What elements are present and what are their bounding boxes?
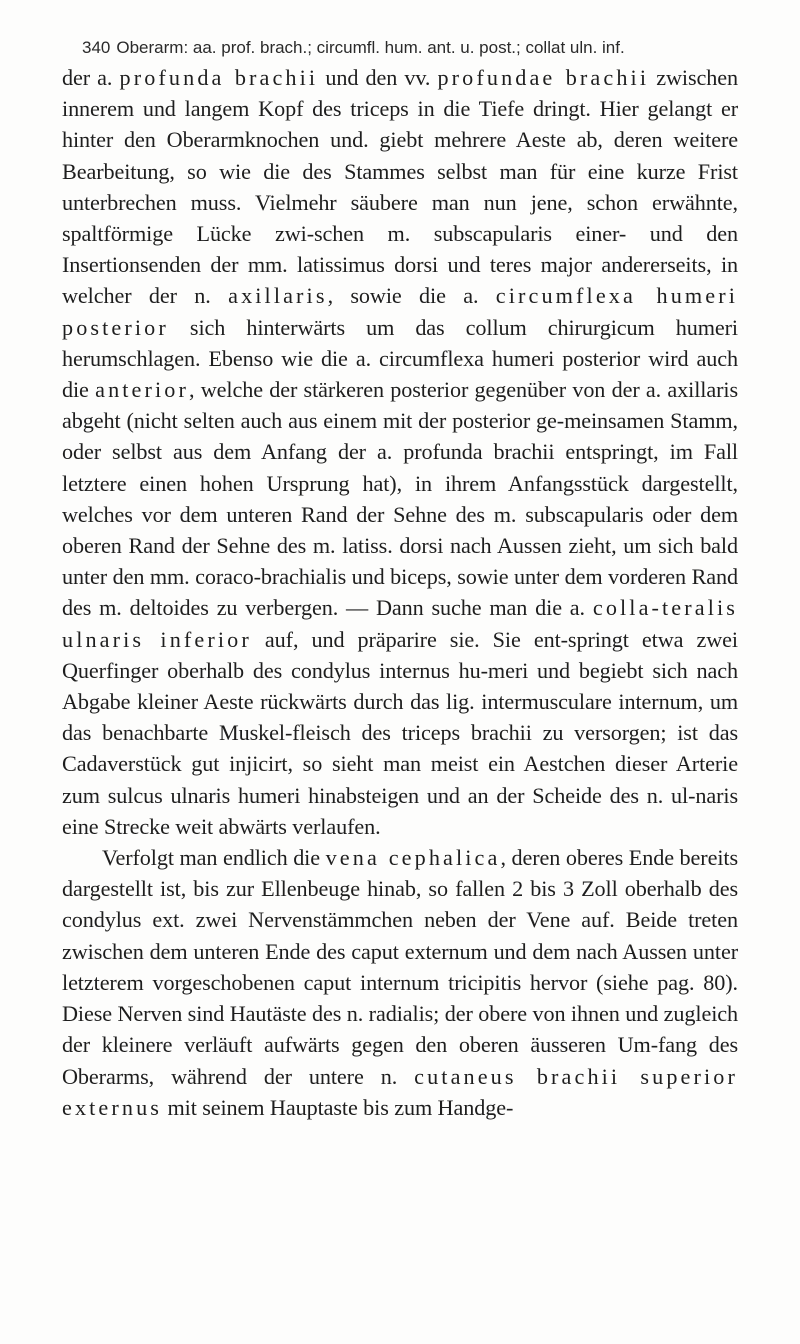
- spaced-term: circumflexa humeri posterior: [62, 283, 739, 340]
- text-run: Verfolgt man endlich die: [102, 845, 326, 871]
- text-run: sich hinterwärts um das collum chirurgicum humeri herumschlagen. Ebenso wie die a. circumflexa humeri posterior wird auch die: [62, 314, 738, 403]
- spaced-term: anterior: [95, 377, 189, 403]
- spaced-term: colla-teralis ulnaris inferior: [62, 595, 738, 652]
- page-number: 340: [82, 38, 111, 57]
- spaced-term: profunda brachii: [119, 65, 319, 90]
- text-run: mit seinem Hauptaste bis zum Handge-: [162, 1094, 514, 1120]
- spaced-term: profundae brachii: [437, 65, 650, 90]
- paragraph: [62, 842, 738, 1123]
- running-head: [82, 38, 738, 58]
- spaced-term: axillaris: [228, 283, 328, 309]
- text-run: , welche der stärkeren posterior gegenüber von der a. axillaris abgeht (nicht selten auch aus einem mit der posterior ge-meinsamen Stamm, oder selbst aus dem Anfang der a. profunda brachii entspringt, im Fall letztere einen hohen Ursprung hat), in ihrem Anfangsstück dargestellt, welches vor dem unteren Rand der Sehne des m. subscapularis oder dem oberen Rand der Sehne des m. latiss. dorsi nach Aussen zieht, um sich bald unter den mm. coraco-brachialis und biceps, sowie unter dem vorderen Rand des m. deltoides zu verbergen. — Dann suche man die a.: [62, 377, 738, 621]
- text-run: auf, und präparire sie. Sie ent-springt etwa zwei Querfinger oberhalb des condylus internus hu-meri und begiebt sich nach Abgabe kleiner Aeste rückwärts durch das lig. intermusculare internum, um das benachbarte Muskel-fleisch des triceps brachii zu versorgen; ist das Cadaverstück gut injicirt, so sieht man meist ein Aestchen dieser Arterie zum sulcus ulnaris humeri hinabsteigen und an der Scheide des n. ul-naris eine Strecke weit abwärts verlaufen.: [62, 626, 738, 839]
- spaced-term: vena cephalica: [325, 845, 501, 871]
- running-head-title: Oberarm: aa. prof. brach.; circumfl. hum. ant. u. post.; collat uln. inf.: [116, 38, 625, 57]
- text-run: der a.: [62, 65, 120, 90]
- body-text: [62, 62, 738, 1123]
- text-run: und den vv.: [318, 65, 438, 90]
- text-run: zwischen innerem und langem Kopf des triceps in die Tiefe dringt. Hier gelangt er hinter den Oberarmknochen und. giebt mehrere Aeste ab, deren weitere Bearbeitung, so wie die des Stammes selbst man für eine kurze Frist unterbrechen muss. Vielmehr säubere man nun jene, schon erwähnte, spaltförmige Lücke zwi-schen m. subscapularis einer- und den Insertionsenden der mm. latissimus dorsi und teres major andererseits, in welcher der n.: [62, 65, 738, 309]
- spaced-term: cutaneus brachii superior externus: [62, 1063, 738, 1120]
- paragraph: [62, 62, 738, 842]
- text-run: , deren oberes Ende bereits dargestellt ist, bis zur Ellenbeuge hinab, so fallen 2 bis 3 Zoll oberhalb des condylus ext. zwei Nervenstämmchen neben der Vene auf. Beide treten zwischen dem unteren Ende des caput externum und dem nach Aussen unter letzterem vorgeschobenen caput internum tricipitis hervor (siehe pag. 80). Diese Nerven sind Hautäste des n. radialis; der obere von ihnen und zugleich der kleinere verläuft aufwärts gegen den oberen äusseren Um-fang des Oberarms, während der untere n.: [62, 845, 738, 1089]
- text-run: , sowie die a.: [327, 283, 496, 309]
